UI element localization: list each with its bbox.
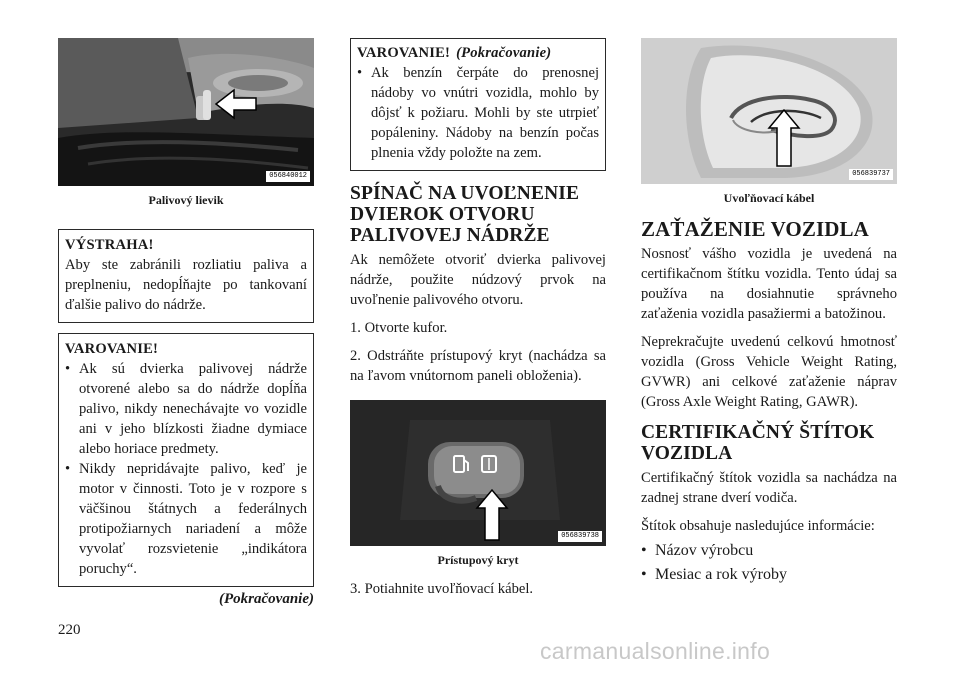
caution-title: VAROVANIE! xyxy=(65,341,159,357)
figure-caption: Palivový lievik xyxy=(148,193,224,207)
caution-continued-label: (Pokračovanie) xyxy=(456,45,552,61)
caution-list xyxy=(357,63,599,163)
paragraph: Neprekračujte uvedenú celkovú hmotnosť vozidla (Gross Vehicle Weight Rating, GVWR) ani celkové zaťaženie náprav (Gross Axle Weight Rating, GAWR). xyxy=(641,334,897,410)
paragraph: Štítok obsahuje nasledujúce informácie: xyxy=(641,518,875,534)
fuel-funnel-photo xyxy=(58,38,314,186)
list-item: • Ak benzín čerpáte do prenosnej nádoby vo vnútri vozidla, mohlo by dôjsť k požiaru. Mohli by ste utrpieť popáleniny. Nádoby na benzín počas plnenia vždy položte na zem. xyxy=(357,63,599,163)
column-middle xyxy=(350,38,606,599)
watermark: carmanualsonline.info xyxy=(540,638,771,664)
section-heading: CERTIFIKAČNÝ ŠTÍTOK VOZIDLA xyxy=(641,422,875,464)
caution-box xyxy=(58,333,314,587)
caution-title xyxy=(357,43,599,63)
fuel-funnel-illustration xyxy=(58,38,314,186)
caution-continued-box xyxy=(350,38,606,171)
caution-title-text: VAROVANIE! xyxy=(357,45,451,61)
list-item: • Ak sú dvierka palivovej nádrže otvorené alebo sa do nádrže dopĺňa palivo, nikdy nenechávajte vo vozidle ani v jeho blízkosti žiadne dymiace alebo horiace predmety. xyxy=(65,359,307,459)
access-cover-photo xyxy=(350,400,606,546)
caution-list xyxy=(65,359,307,579)
list-item: • Mesiac a rok výroby xyxy=(641,566,897,584)
column-right xyxy=(641,38,897,584)
release-cable-illustration xyxy=(641,38,897,184)
step-item: 2. Odstráňte prístupový kryt (nachádza sa na ľavom vnútornom paneli obloženia). xyxy=(350,348,606,384)
figure-caption: Prístupový kryt xyxy=(437,553,519,567)
list-item: • Nikdy nepridávajte palivo, keď je motor v činnosti. Toto je v rozpore s väčšinou štátnych a federálnych protipožiarnych nariadení a môže vyvolať rozsvietenie „indikátora poruchy“. xyxy=(65,459,307,579)
step-item: 1. Otvorte kufor. xyxy=(350,320,448,336)
release-cable-photo xyxy=(641,38,897,184)
step-item: 3. Potiahnite uvoľňovací kábel. xyxy=(350,581,534,597)
figure-code: 056840012 xyxy=(266,171,310,182)
list-item: • Názov výrobcu xyxy=(641,542,897,560)
column-left xyxy=(58,38,314,608)
section-heading: ZAŤAŽENIE VOZIDLA xyxy=(641,217,869,241)
warning-text: Aby ste zabránili rozliatiu paliva a preplneniu, nedopĺňajte po tankovaní ďalšie palivo do nádrže. xyxy=(65,257,307,313)
warning-title: VÝSTRAHA! xyxy=(65,237,154,253)
intro-paragraph: Ak nemôžete otvoriť dvierka palivovej nádrže, použite núdzový prvok na uvoľnenie palivového otvoru. xyxy=(350,252,606,308)
figure-caption: Uvoľňovací kábel xyxy=(723,191,815,205)
continued-label: (Pokračovanie) xyxy=(219,591,314,607)
info-list xyxy=(641,542,897,584)
paragraph: Certifikačný štítok vozidla sa nachádza na zadnej strane dverí vodiča. xyxy=(641,470,897,506)
paragraph: Nosnosť vášho vozidla je uvedená na certifikačnom štítku vozidla. Tento údaj sa používa na dosiahnutie správneho zaťaženia vozidla pasažiermi a batožinou. xyxy=(641,246,897,322)
steps-list xyxy=(350,318,606,386)
section-heading: SPÍNAČ NA UVOĽNENIE DVIEROK OTVORU PALIVOVEJ NÁDRŽE xyxy=(350,183,580,246)
page-number: 220 xyxy=(58,622,81,638)
access-cover-illustration xyxy=(350,400,606,546)
figure-code: 056839737 xyxy=(849,169,893,180)
warning-box xyxy=(58,229,314,323)
figure-code: 056839738 xyxy=(558,531,602,542)
